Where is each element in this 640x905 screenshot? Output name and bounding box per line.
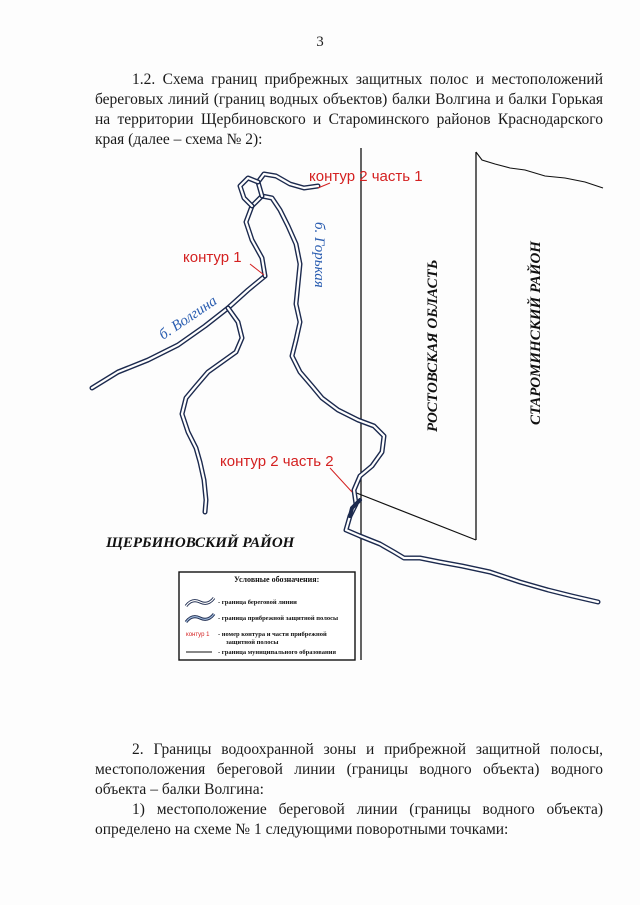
municipal-boundaries — [354, 148, 603, 660]
label-contour2-part2: контур 2 часть 2 — [220, 453, 334, 470]
legend-item-strip: - граница прибрежной защитной полосы — [218, 615, 339, 622]
map-legend — [179, 572, 355, 660]
page-number: 3 — [316, 34, 324, 50]
legend-sample-number: контур 1 — [186, 632, 210, 638]
starominsky-top-boundary — [476, 152, 603, 188]
label-starominsky-district: СТАРОМИНСКИЙ РАЙОН — [528, 241, 544, 425]
paragraph-section-2: 2. Границы водоохранной зоны и прибрежной защитной полосы, местоположения береговой линии (границы водного объекта) водного объекта – балки Волгина: — [95, 741, 603, 798]
label-contour1: контур 1 — [183, 249, 242, 266]
legend-title: Условные обозначения: — [234, 575, 320, 584]
leader-contour2-part2 — [330, 468, 352, 492]
label-river-volgina: б. Волгина — [156, 293, 221, 344]
legend-item-shoreline: - граница береговой линии — [218, 599, 297, 606]
label-contour2-part1: контур 2 часть 1 — [309, 168, 423, 185]
diagonal-boundary — [354, 492, 476, 540]
contour-labels — [183, 168, 423, 492]
label-rostov-oblast: РОСТОВСКАЯ ОБЛАСТЬ — [425, 259, 441, 432]
legend-item-contour-number: - номер контура и части прибрежной — [218, 631, 327, 638]
label-river-gorkaya: б. Горькая — [311, 222, 327, 288]
legend-item-contour-number-cont: защитной полосы — [226, 639, 279, 646]
label-shcherbinovsky-district: ЩЕРБИНОВСКИЙ РАЙОН — [106, 535, 295, 551]
paragraph-section-2-1: 1) местоположение береговой линии (границы водного объекта) определено на схеме № 1 следующими поворотными точками: — [95, 801, 603, 838]
paragraph-scheme-caption: 1.2. Схема границ прибрежных защитных полос и местоположений береговых линий (границ водных объектов) балки Волгина и балки Горькая на территории Щербиновского и Староминского районов Краснодарского края (далее – схема № 2): — [95, 71, 603, 148]
river-volgina — [92, 276, 265, 512]
legend-item-boundary: - граница муниципального образования — [218, 649, 336, 656]
